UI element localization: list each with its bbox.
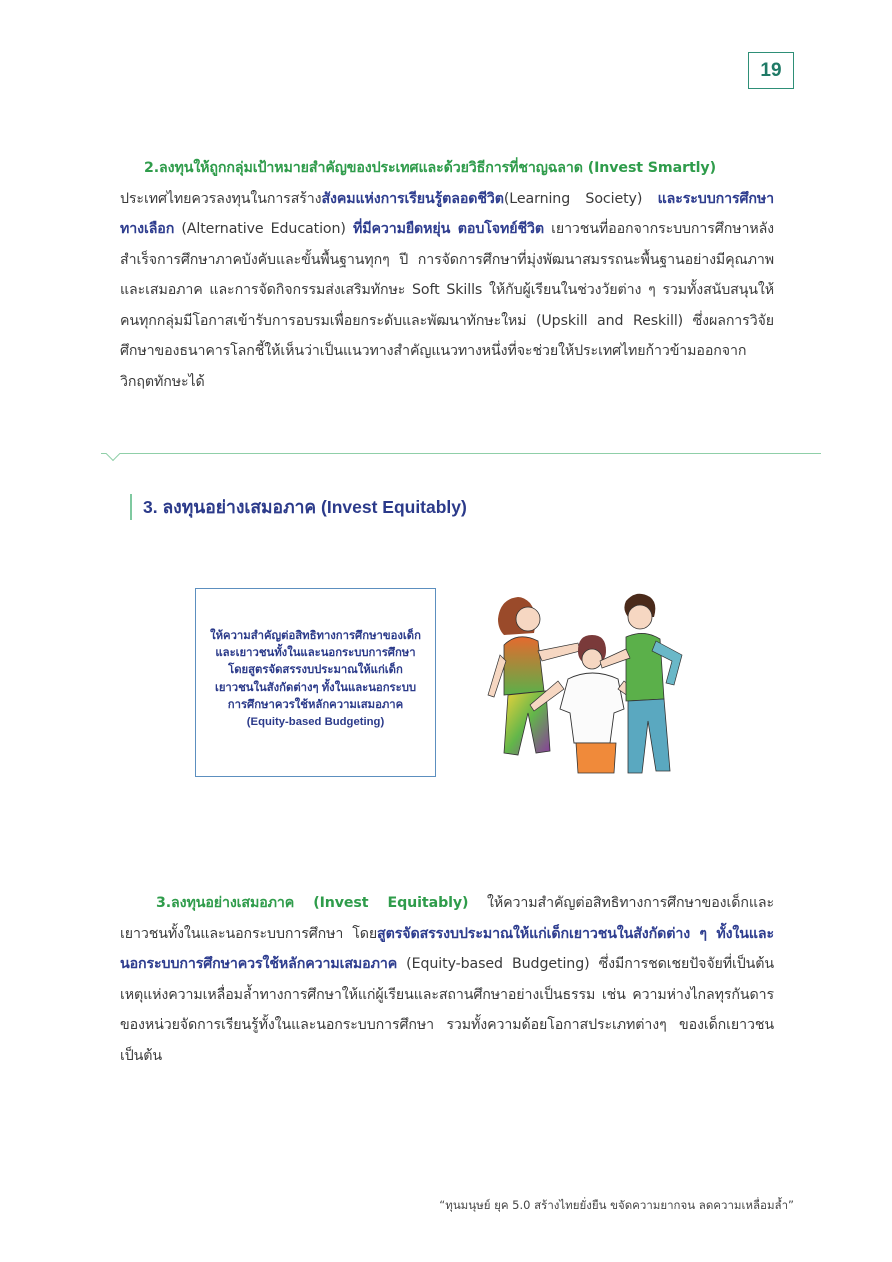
callout-box bbox=[195, 588, 436, 777]
page-number: 19 bbox=[748, 52, 794, 89]
children-illustration bbox=[460, 585, 705, 785]
highlight: ที่มีความยืดหยุ่น ตอบโจทย์ชีวิต bbox=[352, 221, 544, 237]
section-divider bbox=[101, 453, 821, 454]
text: (Learning Society) bbox=[503, 190, 658, 207]
section3-title: 3. ลงทุนอย่างเสมอภาค (Invest Equitably) bbox=[130, 494, 467, 520]
section3-heading: 3.ลงทุนอย่างเสมอภาค (Invest Equitably) bbox=[156, 895, 469, 911]
text: (Equity-based Budgeting) ซึ่งมีการชดเชยปัจจัยที่เป็นต้นเหตุแห่งความเหลื่อมล้ำทางการศึกษาให้แก่ผู้เรียนและสถานศึกษาอย่างเป็นธรรม เช่น ความห่างไกลทุรกันดารของหน่วยจัดการเรียนรู้ทั้งในและนอกระบบการศึกษา รวมทั้งความด้อยโอกาสประเภทต่างๆ ของเด็กเยาวชน เป็นต้น bbox=[120, 956, 774, 1064]
highlight: และระบบการศึกษาทางเลือก bbox=[120, 190, 774, 237]
section2-heading: 2.ลงทุนให้ถูกกลุ่มเป้าหมายสำคัญของประเทศและด้วยวิธีการที่ชาญฉลาด (Invest Smartly) bbox=[144, 160, 716, 176]
footer-quote: “ทุนมนุษย์ ยุค 5.0 สร้างไทยยั่งยืน ขจัดความยากจน ลดความเหลื่อมล้ำ” bbox=[439, 1198, 794, 1212]
callout-text: ให้ความสำคัญต่อสิทธิทางการศึกษาของเด็กและเยาวชนทั้งในและนอกระบบการศึกษา โดยสูตรจัดสรรงบประมาณให้แก่เด็กเยาวชนในสังกัดต่างๆ ทั้งในและนอกระบบการศึกษาควรใช้หลักความเสมอภาค (Equity-based Budgeting) bbox=[210, 629, 421, 728]
highlight: สูตรจัดสรรงบประมาณให้แก่เด็กเยาวชนในสังกัดต่าง ๆ ทั้งในและนอกระบบการศึกษาควรใช้หลักความเสมอภาค bbox=[120, 925, 774, 972]
text: (Alternative Education) bbox=[174, 221, 353, 237]
text: เยาวชนที่ออกจากระบบการศึกษาหลังสำเร็จการศึกษาภาคบังคับและขั้นพื้นฐานทุกๆ ปี การจัดการศึกษาที่มุ่งพัฒนาสมรรถนะพื้นฐานอย่างมีคุณภาพและเสมอภาค และการจัดกิจกรรมส่งเสริมทักษะ Soft Skills ให้กับผู้เรียนในช่วงวัยต่าง ๆ รวมทั้งสนับสนุนให้คนทุกกลุ่มมีโอกาสเข้ารับการอบรมเพื่อยกระดับและพัฒนาทักษะใหม่ (Upskill and Reskill) ซึ่งผลการวิจัยศึกษาของธนาคารโลกชี้ให้เห็นว่าเป็นแนวทางสำคัญแนวทางหนึ่งที่จะช่วยให้ประเทศไทยก้าวข้ามออกจากวิกฤตทักษะได้ bbox=[120, 221, 775, 390]
text: ประเทศไทยควรลงทุนในการสร้าง bbox=[120, 190, 322, 207]
highlight: สังคมแห่งการเรียนรู้ตลอดชีวิต bbox=[321, 190, 504, 207]
section3-paragraph bbox=[120, 888, 774, 1071]
section2-paragraph bbox=[120, 153, 774, 397]
text: ให้ความสำคัญต่อสิทธิทางการศึกษาของเด็กและเยาวชนทั้งในและนอกระบบการศึกษา โดย bbox=[120, 895, 774, 942]
divider-notch bbox=[106, 447, 120, 461]
